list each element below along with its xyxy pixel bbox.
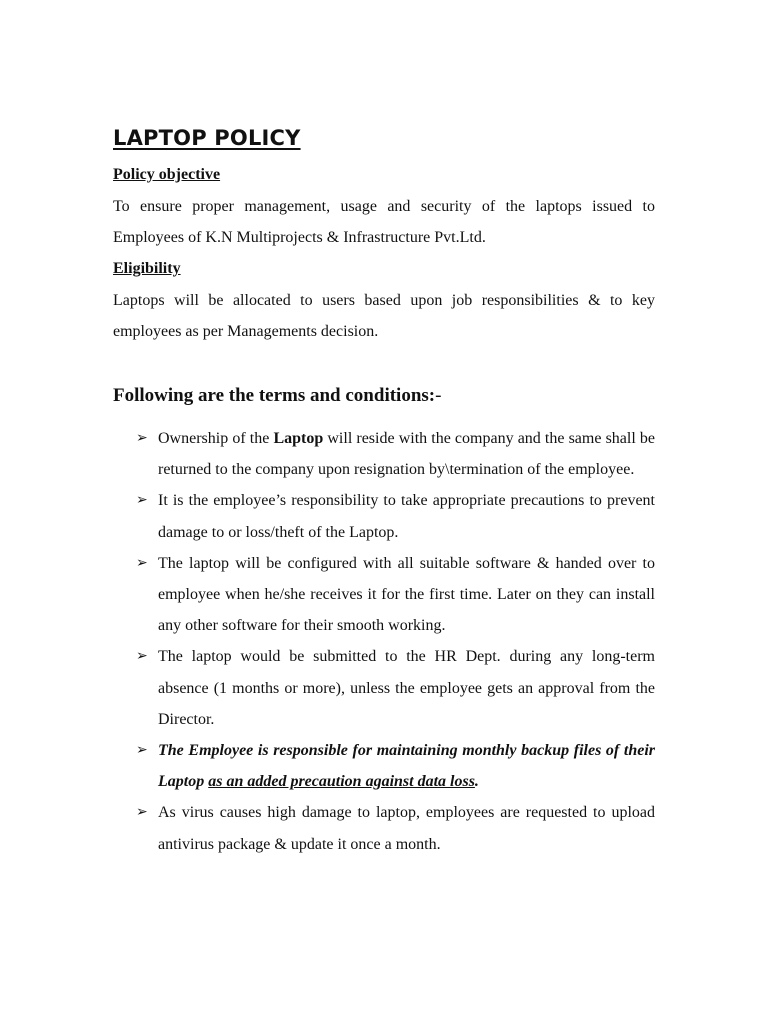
term-5-text-before: The Employee is responsible for maintaining monthly backup files of their Laptop: [158, 742, 655, 791]
arrow-bullet-icon: ➢: [136, 804, 148, 821]
policy-objective-heading: Policy objective: [113, 166, 221, 183]
terms-list: [113, 423, 655, 860]
list-item: [113, 797, 655, 859]
list-item: [113, 548, 655, 642]
term-2-text: It is the employee’s responsibility to take appropriate precautions to prevent damage to or loss/theft of the Laptop.: [158, 492, 655, 541]
list-item: [113, 485, 655, 547]
term-4-text: The laptop would be submitted to the HR Dept. during any long-term absence (1 months or more), unless the employee gets an approval from the Director.: [158, 648, 655, 728]
term-1-text-before: Ownership of the: [158, 430, 274, 447]
policy-objective-text: To ensure proper management, usage and security of the laptops issued to Employees of K.N Multiprojects & Infrastructure Pvt.Ltd.: [113, 197, 655, 246]
term-6-text: As virus causes high damage to laptop, employees are requested to upload antivirus package & update it once a month.: [158, 804, 655, 853]
terms-heading-suffix: -: [435, 385, 442, 406]
list-item: [113, 735, 655, 797]
page-title: LAPTOP POLICY: [113, 126, 301, 150]
policy-objective-section: [113, 159, 655, 254]
eligibility-text: Laptops will be allocated to users based upon job responsibilities & to key employees as per Managements decision.: [113, 291, 655, 340]
list-item: [113, 641, 655, 735]
list-item: [113, 423, 655, 485]
arrow-bullet-icon: ➢: [136, 648, 148, 665]
arrow-bullet-icon: ➢: [136, 742, 148, 759]
eligibility-heading: Eligibility: [113, 260, 181, 277]
arrow-bullet-icon: ➢: [136, 554, 148, 571]
term-5-text-after: .: [474, 773, 479, 791]
eligibility-section: [113, 253, 655, 348]
terms-heading-text: Following are the terms and conditions:: [113, 385, 436, 406]
arrow-bullet-icon: ➢: [136, 492, 148, 509]
term-1-text-after: will reside with the company and the same shall be returned to the company upon resignation by\termination of the employee.: [158, 430, 656, 479]
terms-heading: [113, 381, 441, 411]
term-5-underlined-text: as an added precaution against data loss: [208, 773, 475, 791]
term-1-bold-text: Laptop: [273, 430, 324, 447]
arrow-bullet-icon: ➢: [136, 430, 148, 446]
term-3-text: The laptop will be configured with all suitable software & handed over to employee when he/she receives it for the first time. Later on they can install any other software for their smooth working.: [158, 554, 655, 635]
